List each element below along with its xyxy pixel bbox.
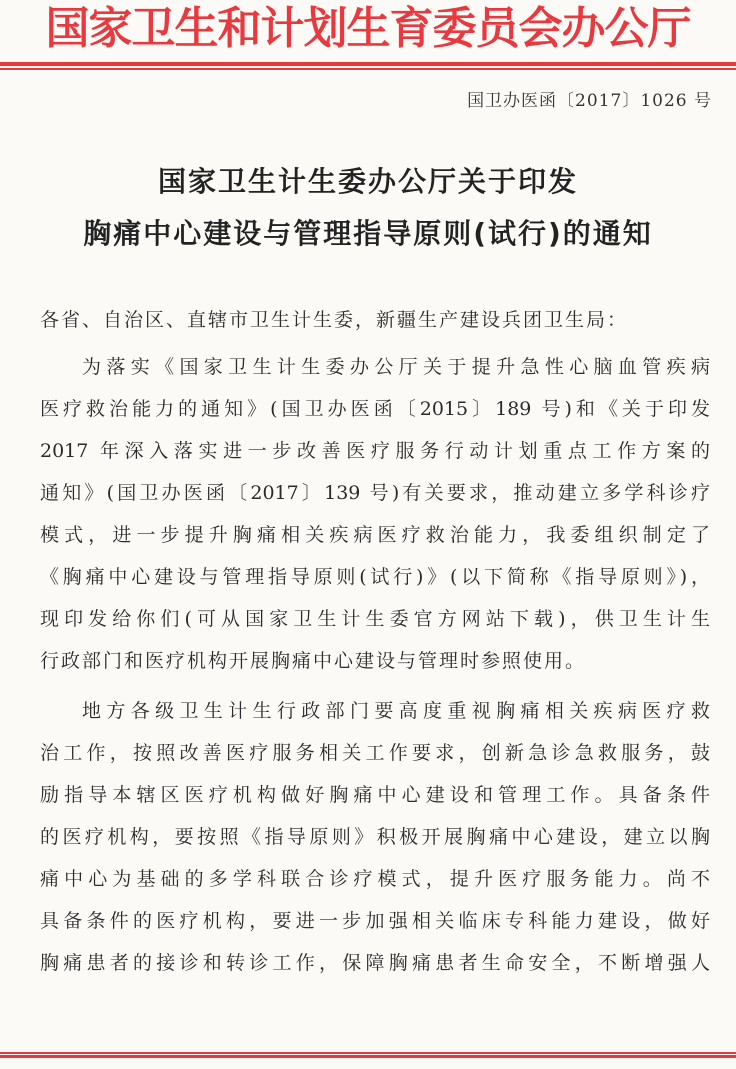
paragraph-gap [40,688,710,696]
text-line: 医疗救治能力的通知》(国卫办医函〔2015〕189 号)和《关于印发 [40,398,710,420]
text-line: 痛中心为基础的多学科联合诊疗模式，提升医疗服务能力。尚不 [40,868,710,890]
text-line: 地方各级卫生计生行政部门要高度重视胸痛相关疾病医疗救 [82,700,710,722]
text-line: 为落实《国家卫生计生委办公厅关于提升急性心脑血管疾病 [82,356,710,378]
footer-red-rule [0,1052,736,1058]
red-rule-thick [0,62,736,66]
text-line: 行政部门和医疗机构开展胸痛中心建设与管理时参照使用。 [40,650,587,672]
notice-title-line-1: 国家卫生计生委办公厅关于印发 [157,165,578,198]
paragraph-1 [40,352,710,688]
letterhead-title: 国家卫生和计划生育委员会办公厅 [45,3,691,54]
salutation: 各省、自治区、直辖市卫生计生委，新疆生产建设兵团卫生局： [40,309,629,331]
text-line: 励指导本辖区医疗机构做好胸痛中心建设和管理工作。具备条件 [40,784,710,806]
text-line: 通知》(国卫办医函〔2017〕139 号)有关要求，推动建立多学科诊疗 [40,482,710,504]
red-rule-thick [0,1055,736,1058]
red-rule-thin [0,68,736,70]
letterhead [0,2,736,56]
letterhead-red-rule [0,62,736,70]
text-line: 胸痛患者的接诊和转诊工作，保障胸痛患者生命安全，不断增强人 [40,952,710,974]
text-line: 《胸痛中心建设与管理指导原则(试行)》(以下简称《指导原则》)， [40,566,710,588]
text-line: 具备条件的医疗机构，要进一步加强相关临床专科能力建设，做好 [40,910,710,932]
paragraph-2 [40,696,710,990]
document-number: 国卫办医函〔2017〕1026 号 [467,91,712,111]
text-line: 治工作，按照改善医疗服务相关工作要求，创新急诊急救服务，鼓 [40,742,710,764]
text-line: 的医疗机构，要按照《指导原则》积极开展胸痛中心建设，建立以胸 [40,826,710,848]
text-line: 2017 年深入落实进一步改善医疗服务行动计划重点工作方案的 [40,440,710,462]
text-line: 模式，进一步提升胸痛相关疾病医疗救治能力，我委组织制定了 [40,524,710,546]
text-line: 现印发给你们(可从国家卫生计生委官方网站下载)，供卫生计生 [40,608,710,630]
notice-body [40,352,710,990]
notice-title-line-2: 胸痛中心建设与管理指导原则(试行)的通知 [83,217,653,250]
red-rule-thin [0,1052,736,1054]
